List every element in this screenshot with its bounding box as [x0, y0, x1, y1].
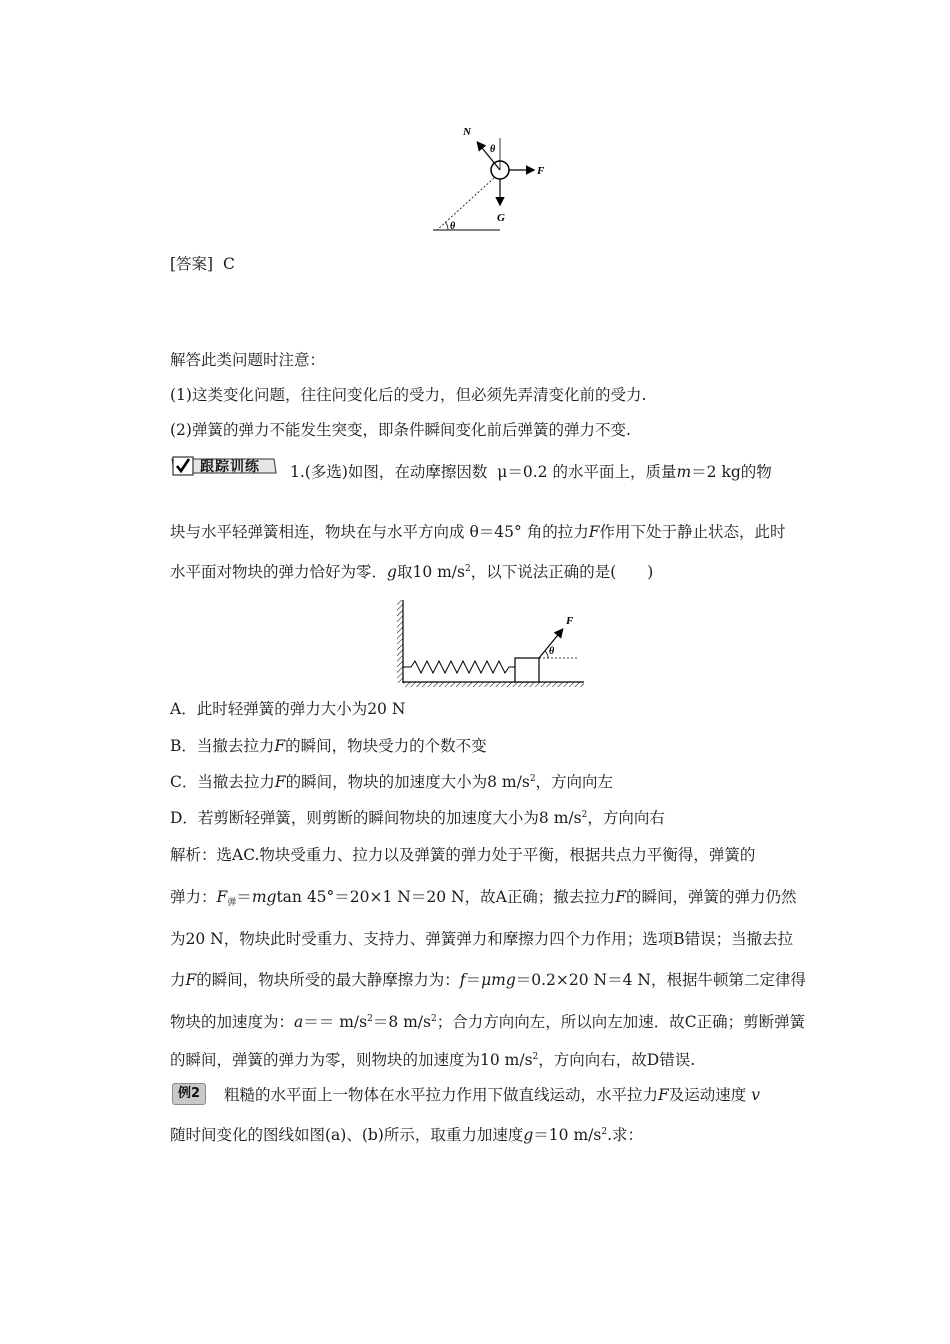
label-theta-2: θ [549, 646, 555, 657]
option-D: D．若剪断轻弹簧，则剪断的瞬间物块的加速度大小为8 $m/s^2$，方向向右 [170, 809, 665, 827]
analysis-line-2: 弹力：$F_弹=mgtan$ 45°＝20×1 N＝20 N，故A正确；撤去拉力F的瞬间，弹簧的弹力仍然 [170, 888, 797, 908]
analysis-line-4: 力F的瞬间，物块所受的最大静摩擦力为：f＝μmg＝0.2×20 N＝4 N，根据牛顿第二定律得 [170, 971, 806, 989]
notes-item-1: (1)这类变化问题，往往问变化后的受力，但必须先弄清变化前的受力. [170, 386, 647, 404]
label-theta-bottom: θ [450, 221, 456, 232]
question-1-line-1: 1.(多选)如图，在动摩擦因数 μ＝0.2 的水平面上，质量m＝2 kg的物 [290, 463, 772, 481]
force-diagram-figure [420, 118, 560, 243]
wall-hatch [397, 600, 403, 683]
example-2-line-2: 随时间变化的图线如图(a)、(b)所示，取重力加速度g＝10 $m/s^2$.求： [170, 1126, 643, 1144]
analysis-line-1: 解析：选AC.物块受重力、拉力以及弹簧的弹力处于平衡，根据共点力平衡得，弹簧的 [170, 846, 756, 864]
answer-line [170, 254, 235, 274]
question-1-line-2: 块与水平轻弹簧相连，物块在与水平方向成 θ＝45° 角的拉力F作用下处于静止状态，此时 [170, 523, 786, 541]
tracking-badge [170, 455, 278, 477]
answer-value: C [222, 255, 235, 273]
question-1-line-3: 水平面对物块的弹力恰好为零．g取10 $m/s^2$，以下说法正确的是( ) [170, 563, 654, 581]
example-2-badge: 例2 [172, 1083, 206, 1105]
angle-arc-2 [545, 651, 548, 658]
spring-block-figure [392, 598, 592, 690]
label-N: N [463, 126, 471, 138]
example-2-line-1: 粗糙的水平面上一物体在水平拉力作用下做直线运动，水平拉力F及运动速度 v [224, 1086, 760, 1104]
angle-arc [445, 222, 448, 230]
option-B: B．当撤去拉力F的瞬间，物块受力的个数不变 [170, 737, 487, 755]
analysis-line-3: 为20 N，物块此时受重力、支持力、弹簧弹力和摩擦力四个力作用；选项B错误；当撤去拉 [170, 930, 794, 948]
notes-heading: 解答此类问题时注意： [170, 351, 326, 369]
analysis-line-6: 的瞬间，弹簧的弹力为零，则物块的加速度为10 $m/s^2$，方向向右，故D错误. [170, 1051, 696, 1069]
option-C: C．当撤去拉力F的瞬间，物块的加速度大小为8 $m/s^2$，方向向左 [170, 773, 614, 791]
label-theta-top: θ [490, 144, 496, 155]
answer-label: [答案] [170, 255, 214, 273]
notes-item-2: (2)弹簧的弹力不能发生突变，即条件瞬间变化前后弹簧的弹力不变. [170, 421, 631, 439]
normal-force-arrow [478, 143, 500, 170]
label-F: F [537, 165, 545, 177]
spring [403, 661, 515, 673]
block [515, 658, 539, 682]
label-G: G [497, 212, 505, 224]
tracking-badge-label: 跟踪训练 [200, 459, 260, 475]
label-F2: F [566, 615, 574, 627]
floor-hatch [403, 682, 584, 687]
analysis-line-5: 物块的加速度为：$a== m/s^2=8$ $m/s^2$；合力方向向左，所以向左加速．故C正确；剪断弹簧 [170, 1013, 806, 1031]
option-A: A．此时轻弹簧的弹力大小为20 N [170, 700, 406, 718]
